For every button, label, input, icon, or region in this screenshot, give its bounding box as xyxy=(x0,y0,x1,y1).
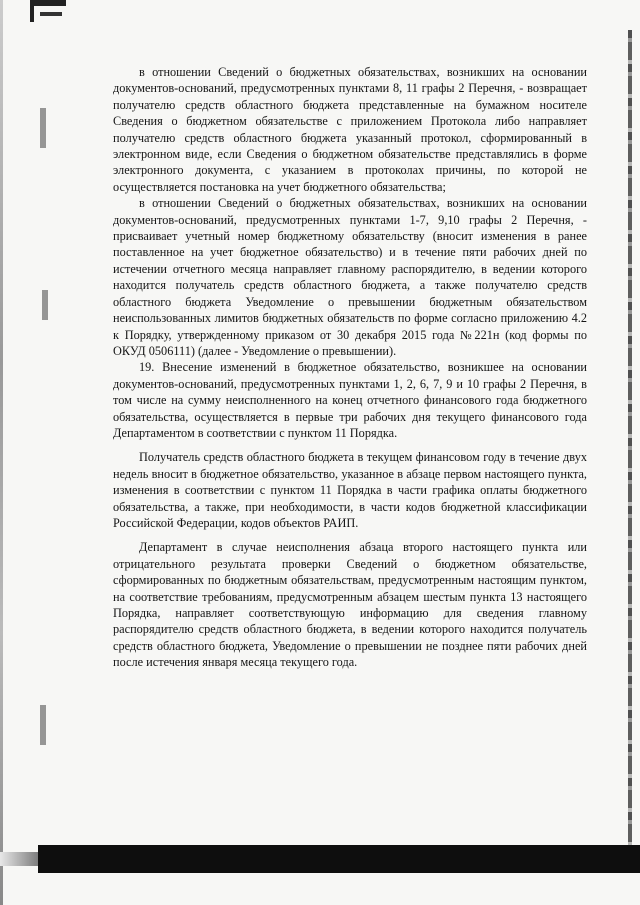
paragraph: Департамент в случае неисполнения абзаца второго настоящего пункта или отрицательного результата проверки Сведений о бюджетном обязательстве, сформированных по бюджетным обязательствам, предусмотренным настоящим пунктом, на соответствие требованиям, предусмотренным абзацем шестым пункта 13 настоящего Порядка, направляет соответствующую информацию для сведения главному распорядителю средств областного бюджета, в ведении которого находится получатель средств областного бюджета, Уведомление о превышении не позднее пяти рабочих дней после истечения января месяца текущего года. xyxy=(113,540,587,670)
scan-right-edge xyxy=(628,30,632,850)
scan-speck xyxy=(42,290,48,320)
scan-speck xyxy=(40,108,46,148)
scan-bottom-fade xyxy=(0,852,40,866)
paragraph: в отношении Сведений о бюджетных обязательствах, возникших на основании документов-оснований, предусмотренных пунктами 8, 11 графы 2 Перечня, - возвращает получателю средств областного бюджета представленные на бумажном носителе Сведения о бюджетном обязательстве с приложением Протокола либо направляет получателю средств областного бюджета указанный протокол, сформированный в электронном виде, если Сведения о бюджетном обязательстве представлялись в форме электронного документа, с указанием в протоколах причины, по которой не осуществляется постановка на учет бюджетного обязательства; xyxy=(113,65,587,194)
paragraph: в отношении Сведений о бюджетных обязательствах, возникших на основании документов-оснований, предусмотренных пунктами 1-7, 9,10 графы 2 Перечня, - присваивает учетный номер бюджетному обязательству (вносит изменения в ранее поставленное на учет бюджетное обязательство) и в течение пяти рабочих дней по истечении отчетного месяца направляет главному распорядителю, в ведении которого находится получатель средств областного бюджета, а также получателю средств областного бюджета Уведомление о превышении бюджетным обязательством неиспользованных лимитов бюджетных обязательств по форме согласно приложению 4.2 к Порядку, утвержденному приказом от 30 декабря 2015 года №221н (код формы по ОКУД 0506111) (далее - Уведомление о превышении). xyxy=(113,196,587,358)
paragraph: 19. Внесение изменений в бюджетное обязательство, возникшее на основании документов-оснований, предусмотренных пунктами 1, 2, 6, 7, 9 и 10 графы 2 Перечня, в том числе на сумму неисполненного на конец отчетного финансового года бюджетного обязательства, осуществляется в первые три рабочих дня текущего финансового года Департаментом в соответствии с пунктом 11 Порядка. xyxy=(113,360,587,440)
scan-speck xyxy=(40,705,46,745)
scan-bottom-bar xyxy=(38,845,640,873)
paragraph: Получатель средств областного бюджета в текущем финансовом году в течение двух недель вносит в бюджетное обязательство, указанное в абзаце первом настоящего пункта, изменения в соответствии с пунктом 11 Порядка в части графика оплаты бюджетного обязательства, а также, при необходимости, в части кодов бюджетной классификации Российской Федерации, кодов объектов РАИП. xyxy=(113,450,587,530)
document-body xyxy=(113,64,587,671)
scan-corner-mark xyxy=(30,0,66,22)
scan-left-edge xyxy=(0,0,3,905)
